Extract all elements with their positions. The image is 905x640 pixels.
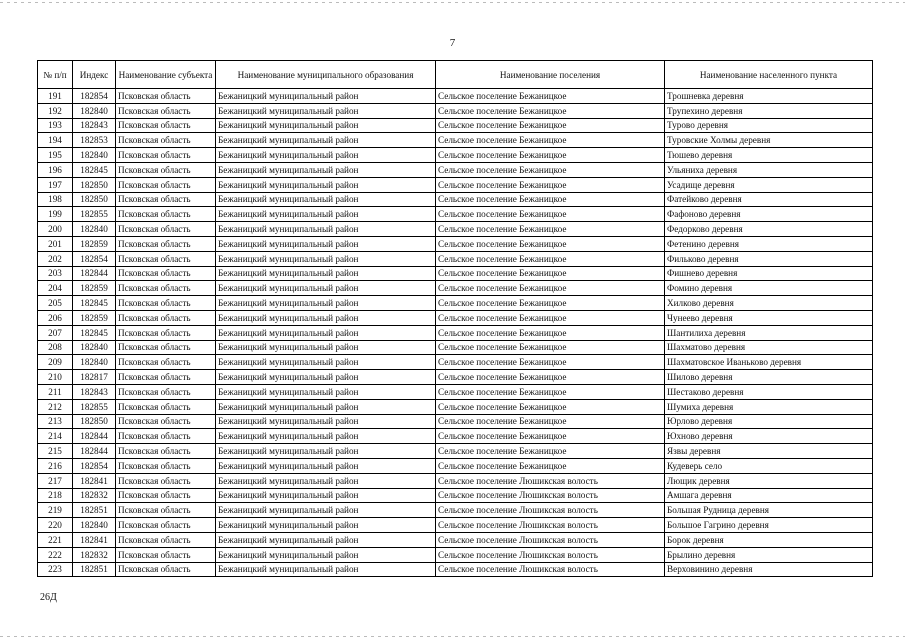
locality-name: Чунеево деревня xyxy=(665,310,873,325)
settlement-name: Сельское поселение Люшикская волость xyxy=(436,488,665,503)
settlement-name: Сельское поселение Бежаницкое xyxy=(436,89,665,104)
settlement-name: Сельское поселение Люшикская волость xyxy=(436,562,665,577)
locality-name: Большое Гагрино деревня xyxy=(665,518,873,533)
row-number: 206 xyxy=(38,310,73,325)
postal-index: 182840 xyxy=(73,222,116,237)
subject-name: Псковская область xyxy=(116,399,216,414)
settlement-name: Сельское поселение Бежаницкое xyxy=(436,162,665,177)
postal-index: 182851 xyxy=(73,503,116,518)
table-row xyxy=(38,325,873,340)
subject-name: Псковская область xyxy=(116,266,216,281)
subject-name: Псковская область xyxy=(116,444,216,459)
locality-name: Шахматово деревня xyxy=(665,340,873,355)
subject-name: Псковская область xyxy=(116,281,216,296)
col-header-number: № п/п xyxy=(38,61,73,89)
municipality-name: Бежаницкий муниципальный район xyxy=(216,192,436,207)
col-header-subject: Наименование субъекта xyxy=(116,61,216,89)
table-row xyxy=(38,532,873,547)
locality-name: Шестаково деревня xyxy=(665,384,873,399)
municipality-name: Бежаницкий муниципальный район xyxy=(216,399,436,414)
subject-name: Псковская область xyxy=(116,340,216,355)
municipality-name: Бежаницкий муниципальный район xyxy=(216,414,436,429)
locality-name: Тюшево деревня xyxy=(665,148,873,163)
postal-index: 182841 xyxy=(73,532,116,547)
settlement-name: Сельское поселение Бежаницкое xyxy=(436,222,665,237)
subject-name: Псковская область xyxy=(116,207,216,222)
subject-name: Псковская область xyxy=(116,310,216,325)
table-row xyxy=(38,177,873,192)
subject-name: Псковская область xyxy=(116,503,216,518)
row-number: 218 xyxy=(38,488,73,503)
municipality-name: Бежаницкий муниципальный район xyxy=(216,325,436,340)
table-row xyxy=(38,133,873,148)
subject-name: Псковская область xyxy=(116,148,216,163)
subject-name: Псковская область xyxy=(116,532,216,547)
settlement-name: Сельское поселение Бежаницкое xyxy=(436,236,665,251)
postal-index: 182850 xyxy=(73,177,116,192)
settlement-name: Сельское поселение Бежаницкое xyxy=(436,118,665,133)
table-row xyxy=(38,310,873,325)
municipality-name: Бежаницкий муниципальный район xyxy=(216,562,436,577)
settlements-table xyxy=(37,60,873,577)
municipality-name: Бежаницкий муниципальный район xyxy=(216,222,436,237)
postal-index: 182859 xyxy=(73,310,116,325)
settlement-name: Сельское поселение Бежаницкое xyxy=(436,444,665,459)
subject-name: Псковская область xyxy=(116,384,216,399)
settlement-name: Сельское поселение Бежаницкое xyxy=(436,192,665,207)
municipality-name: Бежаницкий муниципальный район xyxy=(216,89,436,104)
settlement-name: Сельское поселение Люшикская волость xyxy=(436,503,665,518)
postal-index: 182850 xyxy=(73,192,116,207)
municipality-name: Бежаницкий муниципальный район xyxy=(216,458,436,473)
subject-name: Псковская область xyxy=(116,296,216,311)
postal-index: 182843 xyxy=(73,118,116,133)
subject-name: Псковская область xyxy=(116,222,216,237)
table-row xyxy=(38,562,873,577)
locality-name: Шилово деревня xyxy=(665,370,873,385)
postal-index: 182844 xyxy=(73,429,116,444)
table-row xyxy=(38,473,873,488)
postal-index: 182841 xyxy=(73,473,116,488)
municipality-name: Бежаницкий муниципальный район xyxy=(216,444,436,459)
settlement-name: Сельское поселение Бежаницкое xyxy=(436,355,665,370)
settlement-name: Сельское поселение Бежаницкое xyxy=(436,310,665,325)
subject-name: Псковская область xyxy=(116,177,216,192)
row-number: 193 xyxy=(38,118,73,133)
row-number: 212 xyxy=(38,399,73,414)
col-header-municipality: Наименование муниципального образования xyxy=(216,61,436,89)
table-row xyxy=(38,266,873,281)
row-number: 214 xyxy=(38,429,73,444)
municipality-name: Бежаницкий муниципальный район xyxy=(216,162,436,177)
municipality-name: Бежаницкий муниципальный район xyxy=(216,547,436,562)
subject-name: Псковская область xyxy=(116,133,216,148)
postal-index: 182845 xyxy=(73,162,116,177)
postal-index: 182854 xyxy=(73,458,116,473)
locality-name: Фатейково деревня xyxy=(665,192,873,207)
row-number: 203 xyxy=(38,266,73,281)
table-row xyxy=(38,118,873,133)
subject-name: Псковская область xyxy=(116,162,216,177)
locality-name: Брылино деревня xyxy=(665,547,873,562)
locality-name: Верховинино деревня xyxy=(665,562,873,577)
subject-name: Псковская область xyxy=(116,89,216,104)
settlement-name: Сельское поселение Бежаницкое xyxy=(436,399,665,414)
table-row xyxy=(38,518,873,533)
table-body xyxy=(38,89,873,577)
table-row xyxy=(38,429,873,444)
scan-edge-top xyxy=(0,2,905,3)
municipality-name: Бежаницкий муниципальный район xyxy=(216,148,436,163)
table-row xyxy=(38,207,873,222)
settlement-name: Сельское поселение Бежаницкое xyxy=(436,414,665,429)
postal-index: 182854 xyxy=(73,89,116,104)
settlement-name: Сельское поселение Бежаницкое xyxy=(436,384,665,399)
settlement-name: Сельское поселение Бежаницкое xyxy=(436,177,665,192)
postal-index: 182859 xyxy=(73,236,116,251)
row-number: 204 xyxy=(38,281,73,296)
table-row xyxy=(38,89,873,104)
row-number: 191 xyxy=(38,89,73,104)
subject-name: Псковская область xyxy=(116,370,216,385)
municipality-name: Бежаницкий муниципальный район xyxy=(216,207,436,222)
settlement-name: Сельское поселение Бежаницкое xyxy=(436,266,665,281)
row-number: 195 xyxy=(38,148,73,163)
table-row xyxy=(38,399,873,414)
postal-index: 182844 xyxy=(73,266,116,281)
municipality-name: Бежаницкий муниципальный район xyxy=(216,281,436,296)
postal-index: 182840 xyxy=(73,103,116,118)
subject-name: Псковская область xyxy=(116,103,216,118)
row-number: 210 xyxy=(38,370,73,385)
locality-name: Фафоново деревня xyxy=(665,207,873,222)
municipality-name: Бежаницкий муниципальный район xyxy=(216,532,436,547)
row-number: 197 xyxy=(38,177,73,192)
locality-name: Трошневка деревня xyxy=(665,89,873,104)
row-number: 221 xyxy=(38,532,73,547)
postal-index: 182854 xyxy=(73,251,116,266)
subject-name: Псковская область xyxy=(116,251,216,266)
table-row xyxy=(38,148,873,163)
row-number: 223 xyxy=(38,562,73,577)
postal-index: 182832 xyxy=(73,488,116,503)
municipality-name: Бежаницкий муниципальный район xyxy=(216,384,436,399)
settlement-name: Сельское поселение Бежаницкое xyxy=(436,429,665,444)
postal-index: 182855 xyxy=(73,207,116,222)
subject-name: Псковская область xyxy=(116,118,216,133)
locality-name: Язвы деревня xyxy=(665,444,873,459)
postal-index: 182844 xyxy=(73,444,116,459)
postal-index: 182817 xyxy=(73,370,116,385)
locality-name: Шахматовское Иваньково деревня xyxy=(665,355,873,370)
row-number: 215 xyxy=(38,444,73,459)
row-number: 220 xyxy=(38,518,73,533)
subject-name: Псковская область xyxy=(116,488,216,503)
locality-name: Туровские Холмы деревня xyxy=(665,133,873,148)
municipality-name: Бежаницкий муниципальный район xyxy=(216,370,436,385)
postal-index: 182851 xyxy=(73,562,116,577)
postal-index: 182845 xyxy=(73,296,116,311)
table-row xyxy=(38,103,873,118)
settlement-name: Сельское поселение Бежаницкое xyxy=(436,340,665,355)
locality-name: Юрлово деревня xyxy=(665,414,873,429)
row-number: 198 xyxy=(38,192,73,207)
postal-index: 182855 xyxy=(73,399,116,414)
locality-name: Фетенино деревня xyxy=(665,236,873,251)
table-row xyxy=(38,236,873,251)
settlement-name: Сельское поселение Бежаницкое xyxy=(436,325,665,340)
municipality-name: Бежаницкий муниципальный район xyxy=(216,296,436,311)
municipality-name: Бежаницкий муниципальный район xyxy=(216,177,436,192)
table-row xyxy=(38,503,873,518)
settlement-name: Сельское поселение Бежаницкое xyxy=(436,370,665,385)
postal-index: 182840 xyxy=(73,355,116,370)
subject-name: Псковская область xyxy=(116,562,216,577)
table-row xyxy=(38,340,873,355)
postal-index: 182840 xyxy=(73,518,116,533)
row-number: 200 xyxy=(38,222,73,237)
table-row xyxy=(38,370,873,385)
row-number: 196 xyxy=(38,162,73,177)
municipality-name: Бежаницкий муниципальный район xyxy=(216,236,436,251)
settlement-name: Сельское поселение Бежаницкое xyxy=(436,207,665,222)
locality-name: Турово деревня xyxy=(665,118,873,133)
municipality-name: Бежаницкий муниципальный район xyxy=(216,266,436,281)
row-number: 216 xyxy=(38,458,73,473)
subject-name: Псковская область xyxy=(116,458,216,473)
scan-edge-bottom xyxy=(0,636,905,637)
row-number: 217 xyxy=(38,473,73,488)
municipality-name: Бежаницкий муниципальный район xyxy=(216,518,436,533)
row-number: 202 xyxy=(38,251,73,266)
postal-index: 182850 xyxy=(73,414,116,429)
row-number: 213 xyxy=(38,414,73,429)
settlement-name: Сельское поселение Бежаницкое xyxy=(436,103,665,118)
table-row xyxy=(38,458,873,473)
table-row xyxy=(38,296,873,311)
postal-index: 182840 xyxy=(73,340,116,355)
table-row xyxy=(38,222,873,237)
municipality-name: Бежаницкий муниципальный район xyxy=(216,488,436,503)
row-number: 205 xyxy=(38,296,73,311)
municipality-name: Бежаницкий муниципальный район xyxy=(216,310,436,325)
table-header-row xyxy=(38,61,873,89)
row-number: 199 xyxy=(38,207,73,222)
locality-name: Кудеверь село xyxy=(665,458,873,473)
locality-name: Усадище деревня xyxy=(665,177,873,192)
subject-name: Псковская область xyxy=(116,325,216,340)
table-row xyxy=(38,281,873,296)
settlement-name: Сельское поселение Бежаницкое xyxy=(436,281,665,296)
settlement-name: Сельское поселение Бежаницкое xyxy=(436,296,665,311)
postal-index: 182843 xyxy=(73,384,116,399)
table-row xyxy=(38,488,873,503)
locality-name: Борок деревня xyxy=(665,532,873,547)
subject-name: Псковская область xyxy=(116,473,216,488)
row-number: 194 xyxy=(38,133,73,148)
subject-name: Псковская область xyxy=(116,547,216,562)
subject-name: Псковская область xyxy=(116,236,216,251)
municipality-name: Бежаницкий муниципальный район xyxy=(216,251,436,266)
locality-name: Амшага деревня xyxy=(665,488,873,503)
footer-code: 26Д xyxy=(40,592,57,603)
locality-name: Фомино деревня xyxy=(665,281,873,296)
municipality-name: Бежаницкий муниципальный район xyxy=(216,473,436,488)
table-row xyxy=(38,547,873,562)
postal-index: 182832 xyxy=(73,547,116,562)
settlement-name: Сельское поселение Бежаницкое xyxy=(436,148,665,163)
postal-index: 182853 xyxy=(73,133,116,148)
locality-name: Федорково деревня xyxy=(665,222,873,237)
municipality-name: Бежаницкий муниципальный район xyxy=(216,429,436,444)
row-number: 207 xyxy=(38,325,73,340)
row-number: 211 xyxy=(38,384,73,399)
table-row xyxy=(38,251,873,266)
row-number: 201 xyxy=(38,236,73,251)
locality-name: Хилково деревня xyxy=(665,296,873,311)
settlement-name: Сельское поселение Люшикская волость xyxy=(436,518,665,533)
municipality-name: Бежаницкий муниципальный район xyxy=(216,503,436,518)
postal-index: 182845 xyxy=(73,325,116,340)
locality-name: Фильково деревня xyxy=(665,251,873,266)
settlement-name: Сельское поселение Люшикская волость xyxy=(436,532,665,547)
settlement-name: Сельское поселение Бежаницкое xyxy=(436,133,665,148)
table-row xyxy=(38,384,873,399)
row-number: 208 xyxy=(38,340,73,355)
locality-name: Ульяниха деревня xyxy=(665,162,873,177)
locality-name: Фишнево деревня xyxy=(665,266,873,281)
municipality-name: Бежаницкий муниципальный район xyxy=(216,103,436,118)
municipality-name: Бежаницкий муниципальный район xyxy=(216,118,436,133)
col-header-settlement: Наименование поселения xyxy=(436,61,665,89)
table-row xyxy=(38,355,873,370)
locality-name: Трупехино деревня xyxy=(665,103,873,118)
settlement-name: Сельское поселение Люшикская волость xyxy=(436,473,665,488)
page-number: 7 xyxy=(449,37,456,49)
table-row xyxy=(38,414,873,429)
row-number: 192 xyxy=(38,103,73,118)
settlement-name: Сельское поселение Бежаницкое xyxy=(436,458,665,473)
postal-index: 182859 xyxy=(73,281,116,296)
row-number: 219 xyxy=(38,503,73,518)
locality-name: Большая Рудница деревня xyxy=(665,503,873,518)
subject-name: Псковская область xyxy=(116,429,216,444)
locality-name: Шантилиха деревня xyxy=(665,325,873,340)
table-row xyxy=(38,192,873,207)
row-number: 209 xyxy=(38,355,73,370)
municipality-name: Бежаницкий муниципальный район xyxy=(216,355,436,370)
table-row xyxy=(38,162,873,177)
col-header-locality: Наименование населенного пункта xyxy=(665,61,873,89)
subject-name: Псковская область xyxy=(116,414,216,429)
subject-name: Псковская область xyxy=(116,355,216,370)
locality-name: Юхново деревня xyxy=(665,429,873,444)
locality-name: Лющик деревня xyxy=(665,473,873,488)
municipality-name: Бежаницкий муниципальный район xyxy=(216,133,436,148)
table-row xyxy=(38,444,873,459)
locality-name: Шумиха деревня xyxy=(665,399,873,414)
settlement-name: Сельское поселение Люшикская волость xyxy=(436,547,665,562)
row-number: 222 xyxy=(38,547,73,562)
municipality-name: Бежаницкий муниципальный район xyxy=(216,340,436,355)
subject-name: Псковская область xyxy=(116,192,216,207)
postal-index: 182840 xyxy=(73,148,116,163)
col-header-index: Индекс xyxy=(73,61,116,89)
subject-name: Псковская область xyxy=(116,518,216,533)
settlement-name: Сельское поселение Бежаницкое xyxy=(436,251,665,266)
